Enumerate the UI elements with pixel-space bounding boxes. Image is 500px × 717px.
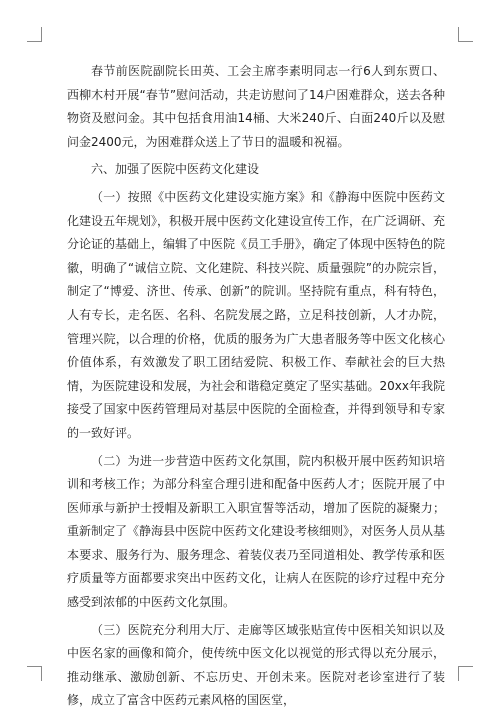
section-heading-tcm-culture: 六、加强了医院中医药文化建设 <box>91 162 260 177</box>
crop-mark-top-left <box>27 27 42 42</box>
paragraph-spring-festival-visit: 春节前医院副院长田英、工会主席李素明同志一行6人到东贾口、西柳木村开展“春节”慰问活动，共走访慰问了14户困难群众，送去各种物资及慰问金。其中包括食用油14桶、大米240斤、白面240斤以及慰问金2400元，为困难群众送上了节日的温暖和祝福。 <box>67 64 445 149</box>
document-body <box>67 60 445 717</box>
paragraph-culture-construction: （一）按照《中医药文化建设实施方案》和《静海中医院中医药文化建设五年规划》，积极开展中医药文化建设宣传工作，在广泛调研、充分论证的基础上，编辑了中医院《员工手册》，确定了体现中医特色的院徽，明确了“诚信立院、文化建院、科技兴院、质量强院”的办院宗旨，制定了“博爱、济世、传承、创新”的院训。坚持院有重点，科有特色，人有专长，走名医、名科、名院发展之路，立足科技创新，人才办院，管理兴院，以合理的价格，优质的服务为广大患者服务等中医文化核心价值体系，有效激发了职工团结爱院、积极工作、奉献社会的巨大热情，为医院建设和发展，为社会和谐稳定奠定了坚实基础。20xx年我院接受了国家中医药管理局对基层中医院的全面检查，并得到领导和专家的一致好评。 <box>67 189 446 440</box>
crop-mark-bottom-left <box>27 666 42 681</box>
paragraph-hall-promotion: （三）医院充分利用大厅、走廊等区域张贴宣传中医相关知识以及中医名家的画像和简介，使传统中医文化以视觉的形式得以充分展示，推动继承、激励创新、不忘历史、开创未来。医院对老诊室进行了装修，成立了富含中医药元素风格的国医堂， <box>67 622 445 708</box>
crop-mark-bottom-right <box>458 666 473 681</box>
paragraph-culture-atmosphere: （二）为进一步营造中医药文化氛围，院内积极开展中医药知识培训和考核工作；为部分科室合理引进和配备中医药人才；医院开展了中医师承与新护士授帽及新职工入职宣誓等活动，增加了医院的凝聚力；重新制定了《静海县中医院中医药文化建设考核细则》，对医务人员从基本要求、服务行为、服务理念、着装仪表乃至同道相处、教学传承和医疗质量等方面都要求突出中医药文化，让病人在医院的诊疗过程中充分感受到浓郁的中医药文化氛围。 <box>67 453 446 610</box>
crop-mark-top-right <box>458 27 473 42</box>
